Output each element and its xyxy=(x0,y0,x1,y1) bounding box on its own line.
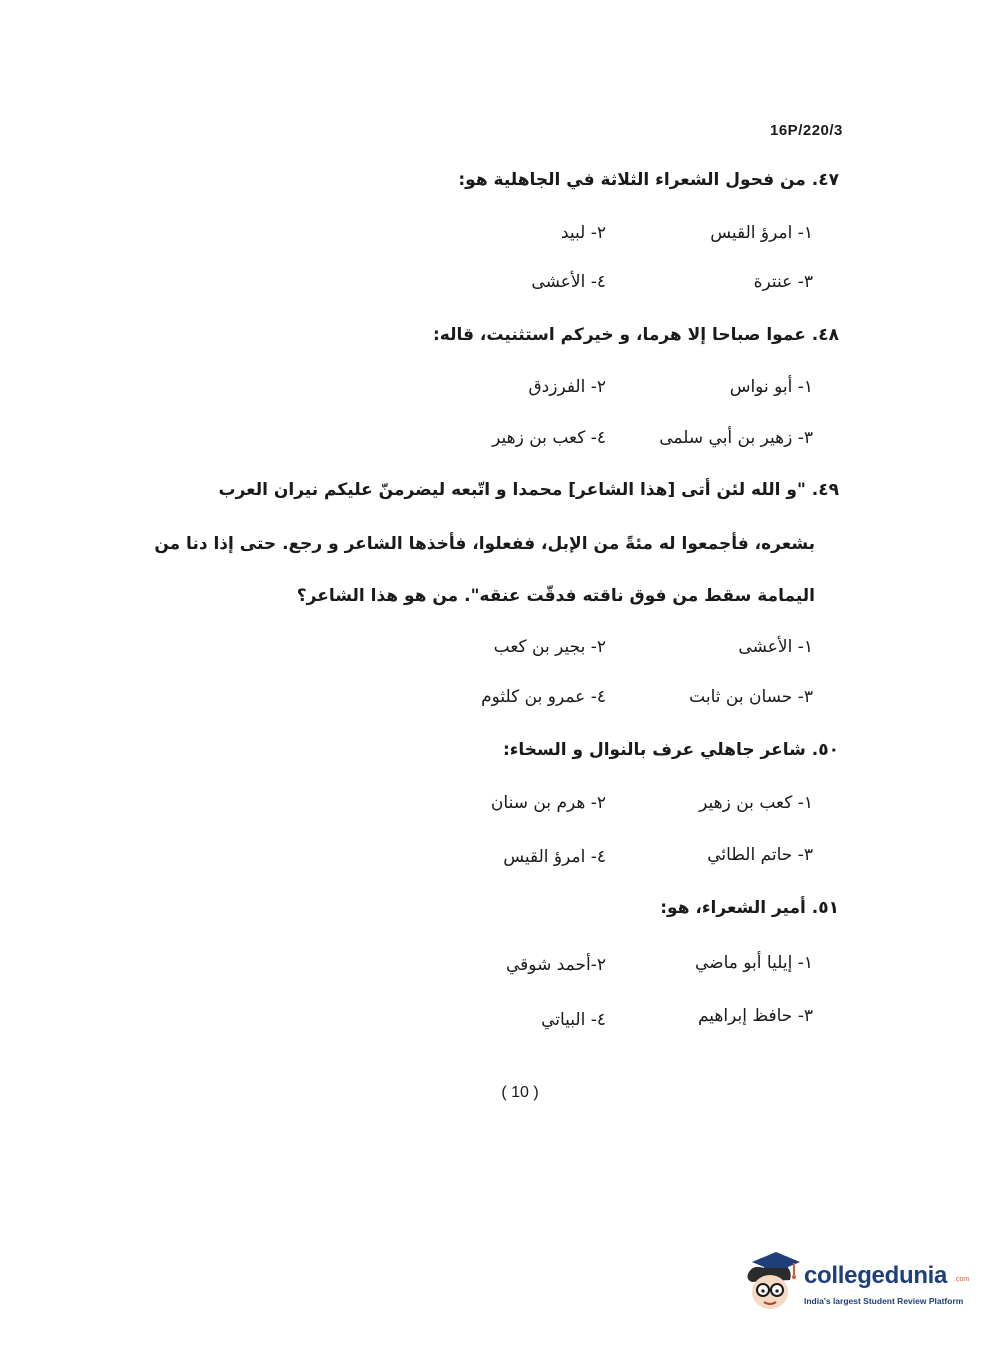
q51-option-3: ٣- حافظ إبراهيم xyxy=(697,1006,813,1026)
collegedunia-logo xyxy=(742,1250,972,1320)
q47-option-3: ٣- عنترة xyxy=(753,272,813,292)
brand-name: collegedunia xyxy=(804,1262,948,1289)
q48-option-3: ٣- زهير بن أبي سلمى xyxy=(659,428,813,448)
q49-option-3: ٣- حسان بن ثابت xyxy=(689,687,813,707)
q47-option-1: ١- امرؤ القيس xyxy=(710,223,813,243)
question-text: عموا صباحا إلا هرما، و خيركم استثنيت، قاله: xyxy=(433,325,806,345)
q48-option-2: ٢- الفرزدق xyxy=(528,377,606,397)
q51-option-2: ٢-أحمد شوقي xyxy=(506,955,606,975)
q47-option-2: ٢- لبيد xyxy=(560,223,606,243)
q48-option-4: ٤- كعب بن زهير xyxy=(492,428,606,448)
brand-domain: .com xyxy=(954,1276,970,1283)
q49-option-4: ٤- عمرو بن كلثوم xyxy=(481,687,606,707)
question-number: ٥٠. xyxy=(811,740,839,760)
question-number: ٤٧. xyxy=(811,170,839,190)
question-49-line-2: بشعره، فأجمعوا له مئةً من الإبل، ففعلوا، فأخذها الشاعر و رجع. حتى إذا دنا من xyxy=(154,534,815,554)
question-49 xyxy=(219,480,839,500)
q47-option-4: ٤- الأعشى xyxy=(531,272,606,292)
q51-option-4: ٤- البياتي xyxy=(541,1010,606,1030)
q50-option-2: ٢- هرم بن سنان xyxy=(490,793,606,813)
question-number: ٥١. xyxy=(811,898,839,918)
mascot-icon xyxy=(742,1250,802,1316)
question-48 xyxy=(433,325,839,345)
question-number: ٤٩. xyxy=(811,480,839,500)
q50-option-4: ٤- امرؤ القيس xyxy=(503,847,606,867)
q51-option-1: ١- إيليا أبو ماضي xyxy=(694,953,813,973)
q50-option-1: ١- كعب بن زهير xyxy=(699,793,813,813)
brand-tagline: India's largest Student Review Platform xyxy=(804,1296,964,1306)
q50-option-3: ٣- حاتم الطائي xyxy=(707,845,813,865)
paper-code: 16P/220/3 xyxy=(770,122,843,139)
question-text: أمير الشعراء، هو: xyxy=(660,898,806,918)
q49-option-1: ١- الأعشى xyxy=(738,637,813,657)
question-51 xyxy=(660,898,839,918)
question-49-line-3: اليمامة سقط من فوق ناقته فدقّت عنقه". من هو هذا الشاعر؟ xyxy=(296,586,815,606)
question-number: ٤٨. xyxy=(811,325,839,345)
q49-option-2: ٢- بجير بن كعب xyxy=(493,637,606,657)
question-text: شاعر جاهلي عرف بالنوال و السخاء: xyxy=(502,740,806,760)
question-47 xyxy=(458,170,839,190)
page-number: ( 10 ) xyxy=(501,1084,539,1101)
question-text: "و الله لئن أتى [هذا الشاعر] محمدا و اتّبعه ليضرمنّ عليكم نيران العرب xyxy=(218,480,806,500)
question-text: من فحول الشعراء الثلاثة في الجاهلية هو: xyxy=(458,170,806,190)
question-50 xyxy=(503,740,839,760)
q48-option-1: ١- أبو نواس xyxy=(729,377,813,397)
